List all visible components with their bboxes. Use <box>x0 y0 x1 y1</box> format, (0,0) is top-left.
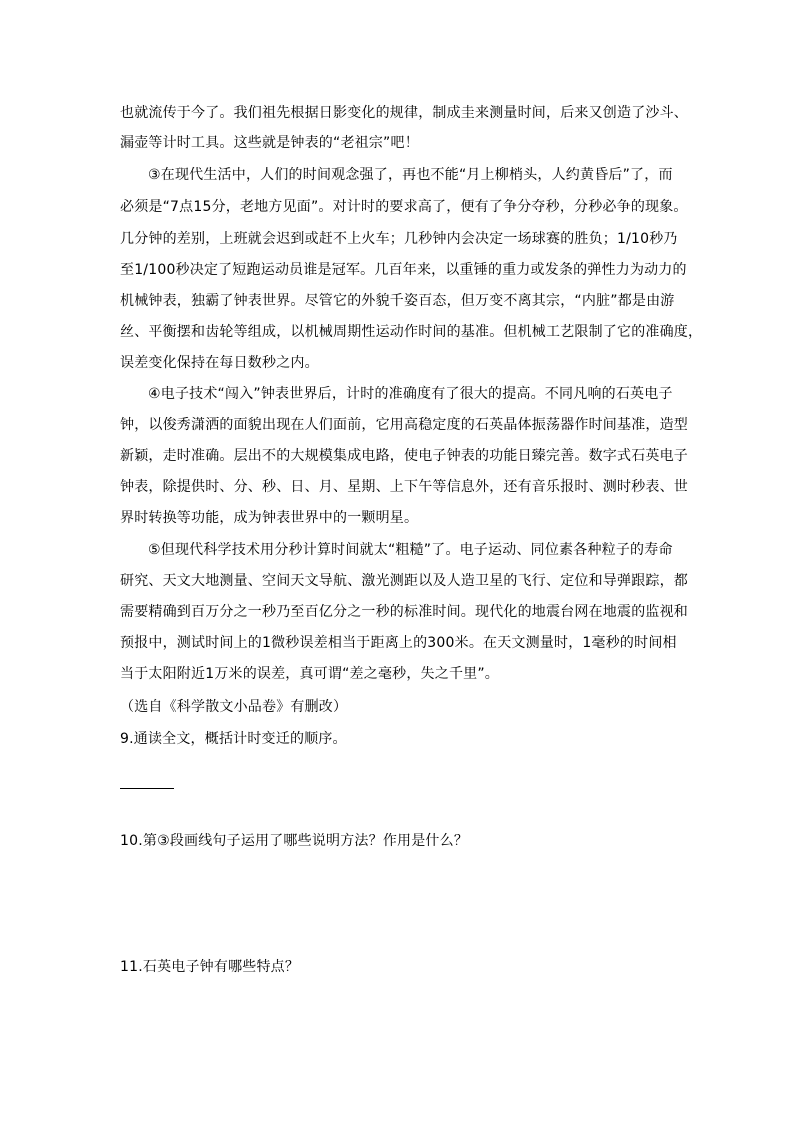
answer-blank-line <box>120 788 174 789</box>
paragraph-3-line: 误差变化保持在每日数秒之内。 <box>120 355 319 371</box>
paragraph-4-line: 界时转换等功能，成为钟表世界中的一颗明星。 <box>120 510 419 526</box>
paragraph-3-line: 机械钟表，独霸了钟表世界。尽管它的外貌千姿百态，但万变不离其宗，“内脏”都是由游 <box>120 293 675 309</box>
text-line: 漏壶等计时工具。这些就是钟表的“老祖宗”吧！ <box>120 135 419 151</box>
paragraph-3-line: 几分钟的差别，上班就会迟到或赶不上火车；几秒钟内会决定一场球赛的胜负；1/10秒乃 <box>120 231 678 247</box>
paragraph-4-line: 新颖，走时准确。层出不的大规模集成电路，使电子钟表的功能日臻完善。数字式石英电子 <box>120 448 688 464</box>
paragraph-3-line: 丝、平衡摆和齿轮等组成，以机械周期性运动作时间的基准。但机械工艺限制了它的准确度， <box>120 324 703 340</box>
paragraph-5-line: 需要精确到百万分之一秒乃至百亿分之一秒的标准时间。现代化的地震台网在地震的监视和 <box>120 604 688 620</box>
paragraph-5-line: 当于太阳附近1万米的误差，真可谓“差之毫秒，失之千里”。 <box>120 666 500 682</box>
paragraph-3-line: ③在现代生活中，人们的时间观念强了，再也不能“月上柳梢头，人约黄昏后”了，而 <box>148 167 673 183</box>
text-line: 也就流传于今了。我们祖先根据日影变化的规律，制成圭来测量时间，后来又创造了沙斗、 <box>120 105 688 121</box>
paragraph-3-line: 必须是“7点15分，老地方见面”。对计时的要求高了，便有了争分夺秒，分秒必争的现象。 <box>120 199 688 215</box>
question-11: 11.石英电子钟有哪些特点？ <box>120 959 300 975</box>
question-9: 9.通读全文，概括计时变迁的顺序。 <box>120 731 347 747</box>
paragraph-5-line: 预报中，测试时间上的1微秒误差相当于距离上的300米。在天文测量时，1毫秒的时间相 <box>120 635 677 651</box>
source-note: （选自《科学散文小品卷》有删改） <box>120 699 348 715</box>
paragraph-4-line: 钟，以俊秀潇洒的面貌出现在人们面前，它用高稳定度的石英晶体振荡器作时间基准，造型 <box>120 417 688 433</box>
question-10: 10.第③段画线句子运用了哪些说明方法？作用是什么？ <box>120 833 469 849</box>
paragraph-4-line: 钟表，除提供时、分、秒、日、月、星期、上下午等信息外，还有音乐报时、测时秒表、世 <box>120 479 688 495</box>
paragraph-5-line: 研究、天文大地测量、空间天文导航、激光测距以及人造卫星的飞行、定位和导弹跟踪，都 <box>120 573 688 589</box>
paragraph-5-line: ⑤但现代科学技术用分秒计算时间就太“粗糙”了。电子运动、同位素各种粒子的寿命 <box>148 542 673 558</box>
paragraph-4-line: ④电子技术“闯入”钟表世界后，计时的准确度有了很大的提高。不同凡响的石英电子 <box>148 386 673 402</box>
paragraph-3-line: 至1/100秒决定了短跑运动员谁是冠军。几百年来，以重锤的重力或发条的弹性力为动力的 <box>120 262 687 278</box>
